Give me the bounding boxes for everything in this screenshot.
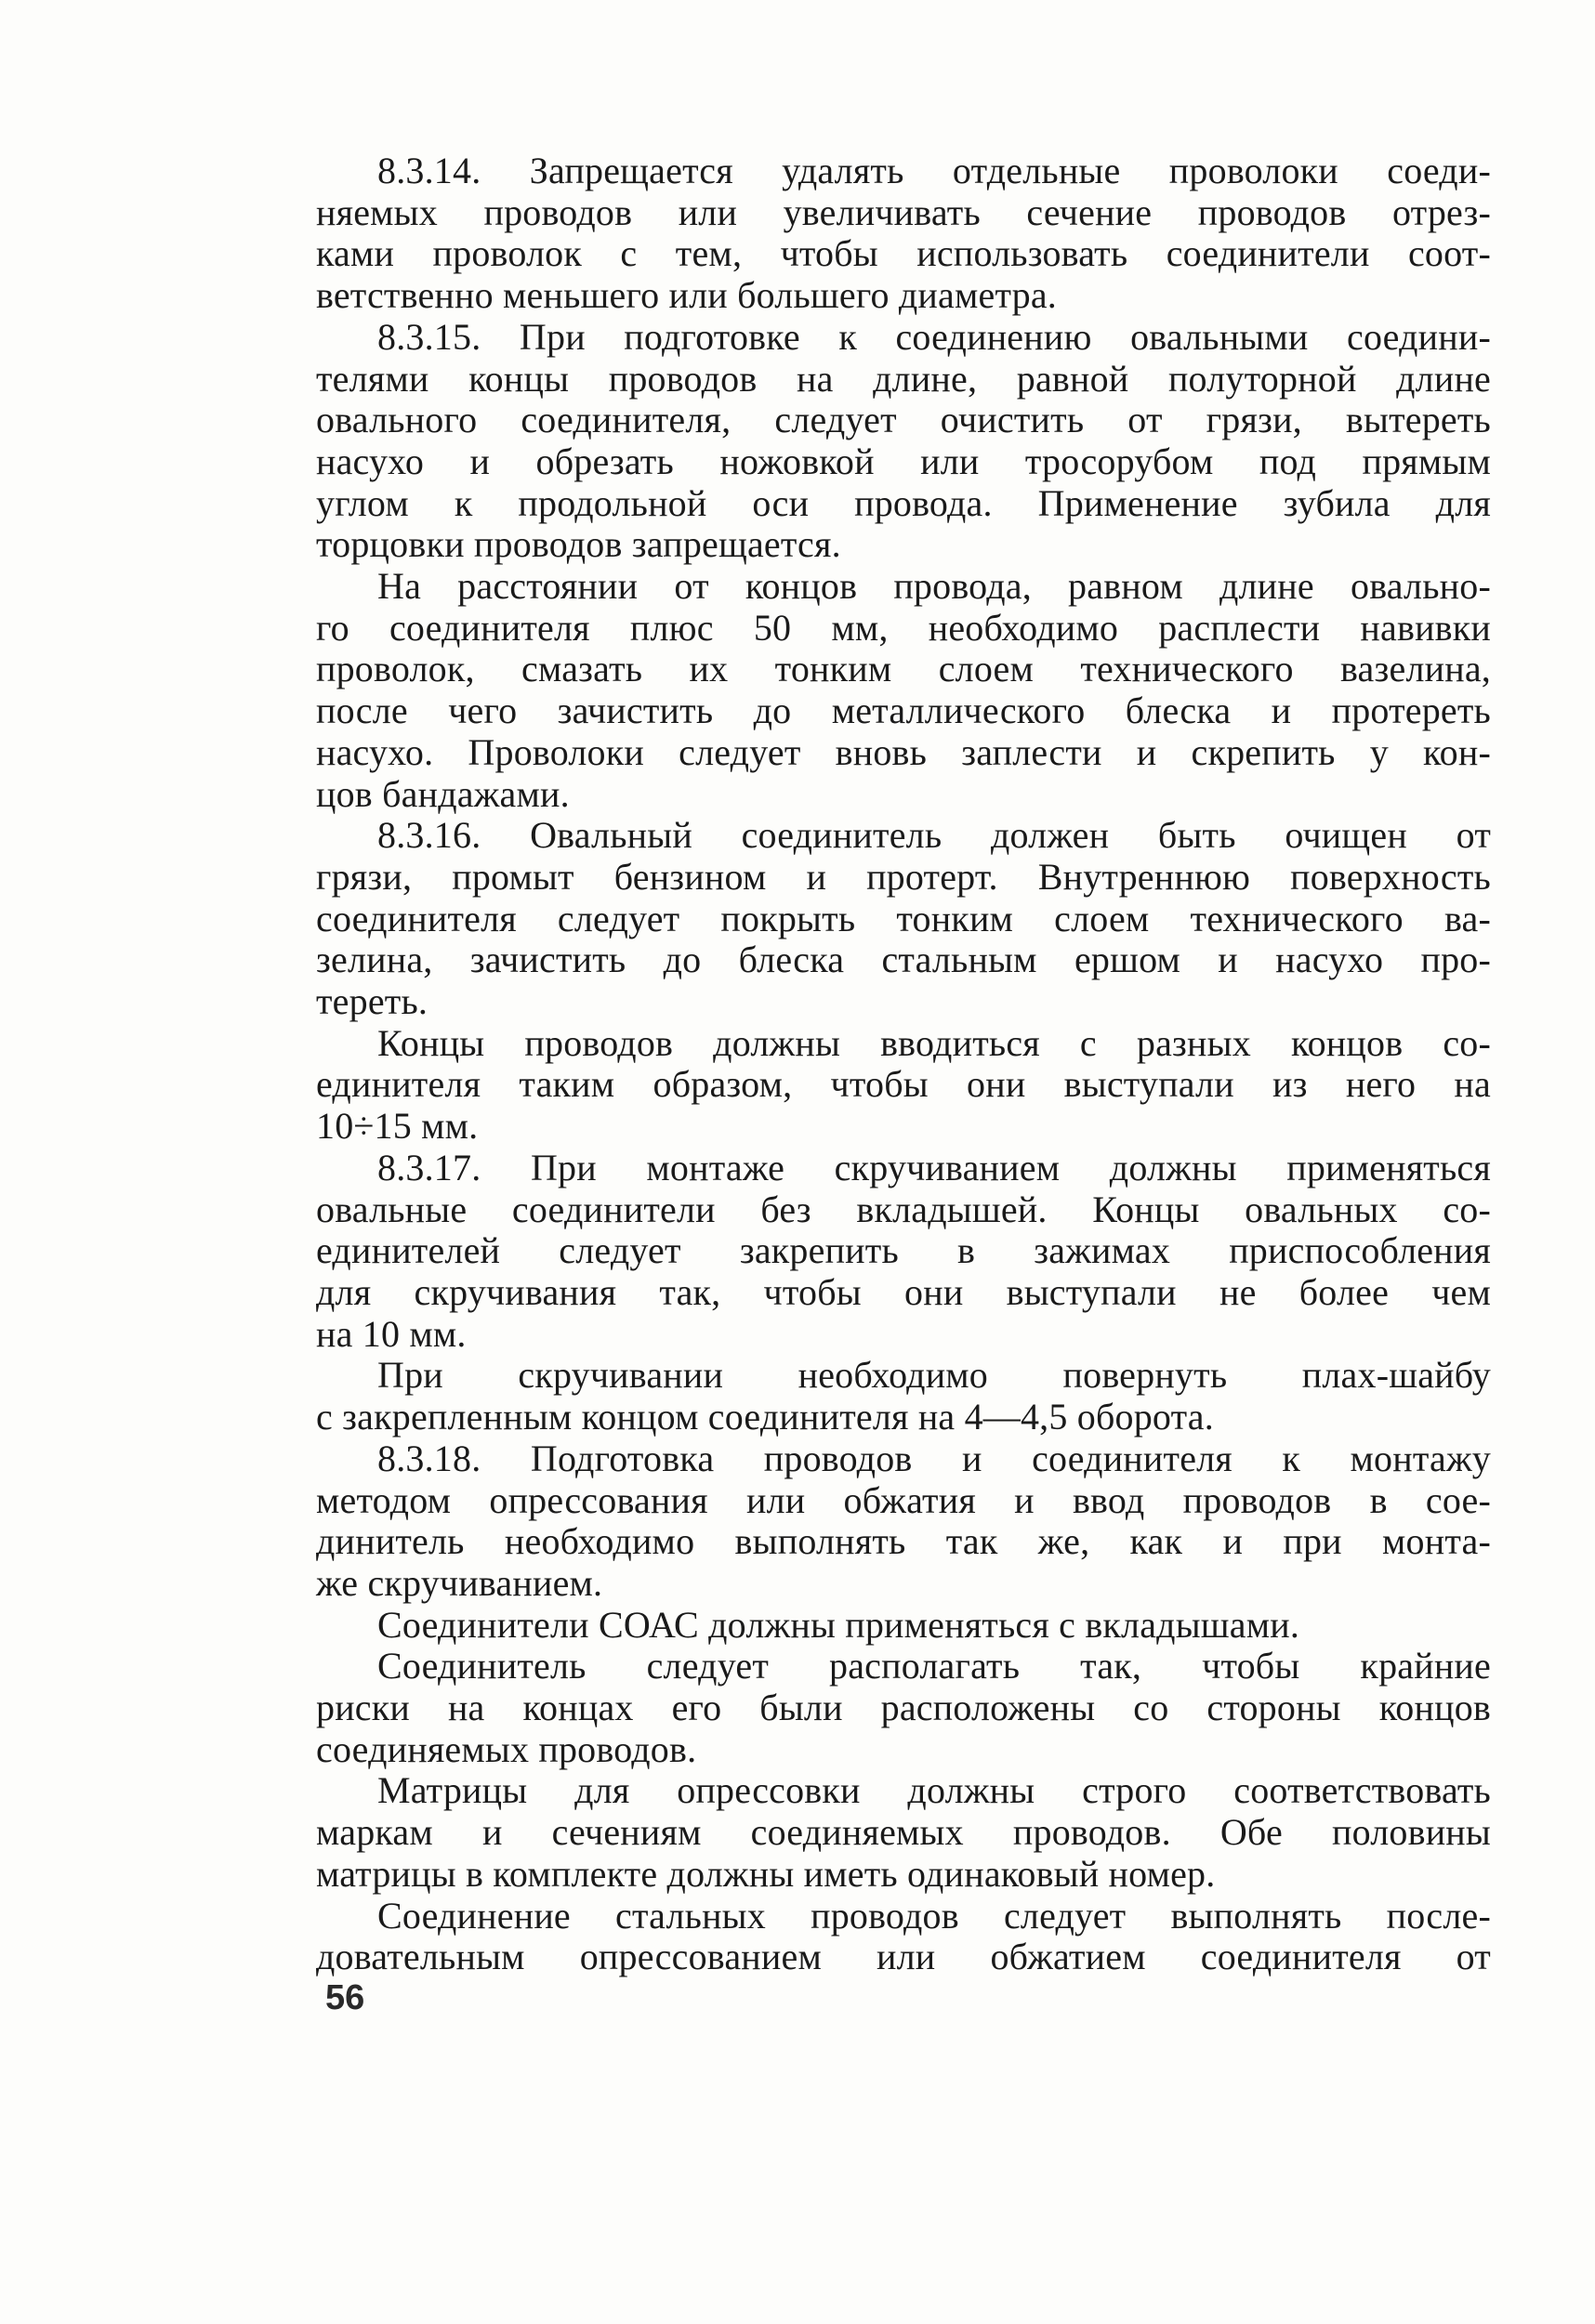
text-line: овального соединителя, следует очистить от грязи, вытереть — [316, 399, 1491, 441]
text-line: На расстоянии от концов провода, равном длине овально- — [377, 565, 1491, 608]
text-line: риски на концах его были расположены со стороны концов — [316, 1687, 1491, 1729]
text-line: углом к продольной оси провода. Применение зубила для — [316, 481, 1491, 524]
text-line: же скручиванием. — [316, 1561, 603, 1604]
text-line: насухо. Проволоки следует вновь заплести и скрепить у кон- — [316, 730, 1491, 773]
text-line: динитель необходимо выполнять так же, как и при монта- — [316, 1520, 1491, 1563]
text-line: после чего зачистить до металлического блеска и протереть — [316, 689, 1491, 732]
text-line: торцовки проводов запрещается. — [316, 523, 841, 566]
text-line: 10÷15 мм. — [316, 1105, 479, 1148]
text-line: соединителя следует покрыть тонким слоем технического ва- — [316, 897, 1491, 939]
text-line: довательным опрессованием или обжатием соединителя от — [316, 1936, 1491, 1978]
text-line: телями концы проводов на длине, равной полуторной длине — [316, 357, 1491, 400]
text-line: При скручивании необходимо повернуть плах-шайбу — [377, 1354, 1491, 1397]
text-line: ками проволок с тем, чтобы использовать соединители соот- — [316, 232, 1491, 275]
text-line: для скручивания так, чтобы они выступали не более чем — [316, 1270, 1491, 1313]
text-line: 8.3.14. Запрещается удалять отдельные проволоки соеди- — [377, 150, 1491, 191]
text-line: 8.3.15. При подготовке к соединению овальными соедини- — [377, 315, 1491, 358]
text-line: Концы проводов должны вводиться с разных концов со- — [377, 1021, 1491, 1064]
text-line: тереть. — [316, 980, 428, 1023]
text-line: 8.3.17. При монтаже скручиванием должны применяться — [377, 1146, 1491, 1188]
text-line: 8.3.16. Овальный соединитель должен быть очищен от — [377, 814, 1491, 857]
text-line: овальные соединители без вкладышей. Концы овальных со- — [316, 1188, 1491, 1230]
text-line: насухо и обрезать ножовкой или тросорубом под прямым — [316, 440, 1491, 482]
text-line: на 10 мм. — [316, 1312, 467, 1355]
text-line: Соединители СОАС должны применяться с вкладышами. — [377, 1603, 1300, 1646]
text-line: Матрицы для опрессовки должны строго соответствовать — [377, 1769, 1491, 1812]
text-line: ветственно меньшего или большего диаметра. — [316, 274, 1057, 317]
text-line: проволок, смазать их тонким слоем технического вазелина, — [316, 648, 1491, 690]
text-line: го соединителя плюс 50 мм, необходимо расплести навивки — [316, 606, 1491, 649]
text-line: с закрепленным концом соединителя на 4—4,5 оборота. — [316, 1396, 1214, 1438]
page-number: 56 — [325, 1978, 365, 2017]
text-line: Соединитель следует располагать так, чтобы крайние — [377, 1645, 1491, 1687]
body-text — [316, 151, 1491, 1978]
text-line: матрицы в комплекте должны иметь одинаковый номер. — [316, 1852, 1216, 1895]
text-line: методом опрессования или обжатия и ввод проводов в сое- — [316, 1478, 1491, 1521]
text-line: цов бандажами. — [316, 772, 570, 815]
text-line: единителя таким образом, чтобы они выступали из него на — [316, 1063, 1491, 1106]
text-line: соединяемых проводов. — [316, 1727, 697, 1770]
text-line: маркам и сечениям соединяемых проводов. Обе половины — [316, 1811, 1491, 1854]
text-line: 8.3.18. Подготовка проводов и соединителя к монтажу — [377, 1437, 1491, 1479]
text-line: няемых проводов или увеличивать сечение проводов отрез- — [316, 190, 1491, 233]
text-line: Соединение стальных проводов следует выполнять после- — [377, 1894, 1491, 1937]
text-line: зелина, зачистить до блеска стальным ершом и насухо про- — [316, 939, 1491, 981]
text-line: грязи, промыт бензином и протерт. Внутреннюю поверхность — [316, 855, 1491, 898]
text-line: единителей следует закрепить в зажимах приспособления — [316, 1229, 1491, 1272]
